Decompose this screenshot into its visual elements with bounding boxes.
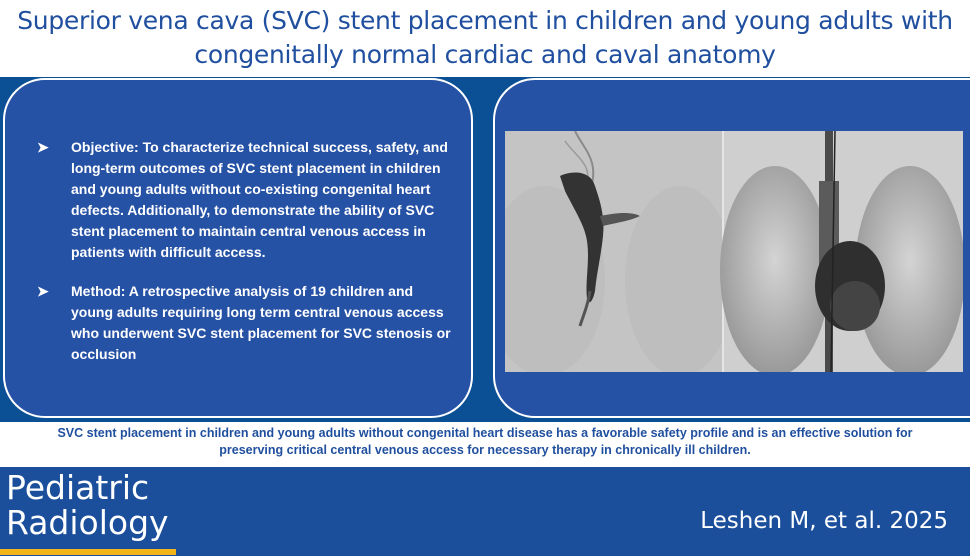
summary-panel: [3, 78, 473, 418]
title-line-2: congenitally normal cardiac and caval anatomy: [194, 40, 776, 69]
journal-logo: [6, 470, 169, 540]
method-text: Method: A retrospective analysis of 19 children and young adults requiring long term central venous access who underwent SVC stent placement for SVC stenosis or occlusion: [71, 283, 451, 362]
journal-name-line-2: Radiology: [6, 503, 169, 542]
conclusion-line-1: SVC stent placement in children and young adults without congenital heart disease has a favorable safety profile and is an effective solution for: [57, 426, 913, 440]
objective-bullet: [37, 137, 457, 263]
page-title: [0, 4, 970, 72]
journal-accent-bar: [0, 549, 176, 555]
objective-text: Objective: To characterize technical success, safety, and long-term outcomes of SVC stent placement in children and young adults without co-existing congenital heart defects. Additionally, to demonstrate the ability of SVC stent placement to maintain central venous access in patients with difficult access.: [71, 139, 448, 260]
citation: Leshen M, et al. 2025: [700, 508, 948, 534]
arrow-bullet-icon: ➤: [37, 139, 49, 155]
method-bullet: [37, 281, 457, 365]
venogram-image: [505, 131, 963, 372]
journal-name-line-1: Pediatric: [6, 468, 150, 507]
arrow-bullet-icon: ➤: [37, 283, 49, 299]
conclusion-line-2: preserving critical central venous access for necessary therapy in chronically ill children.: [219, 443, 751, 457]
title-line-1: Superior vena cava (SVC) stent placement in children and young adults with: [17, 6, 953, 35]
bullet-list: [37, 137, 457, 383]
conclusion-text: [0, 425, 970, 459]
